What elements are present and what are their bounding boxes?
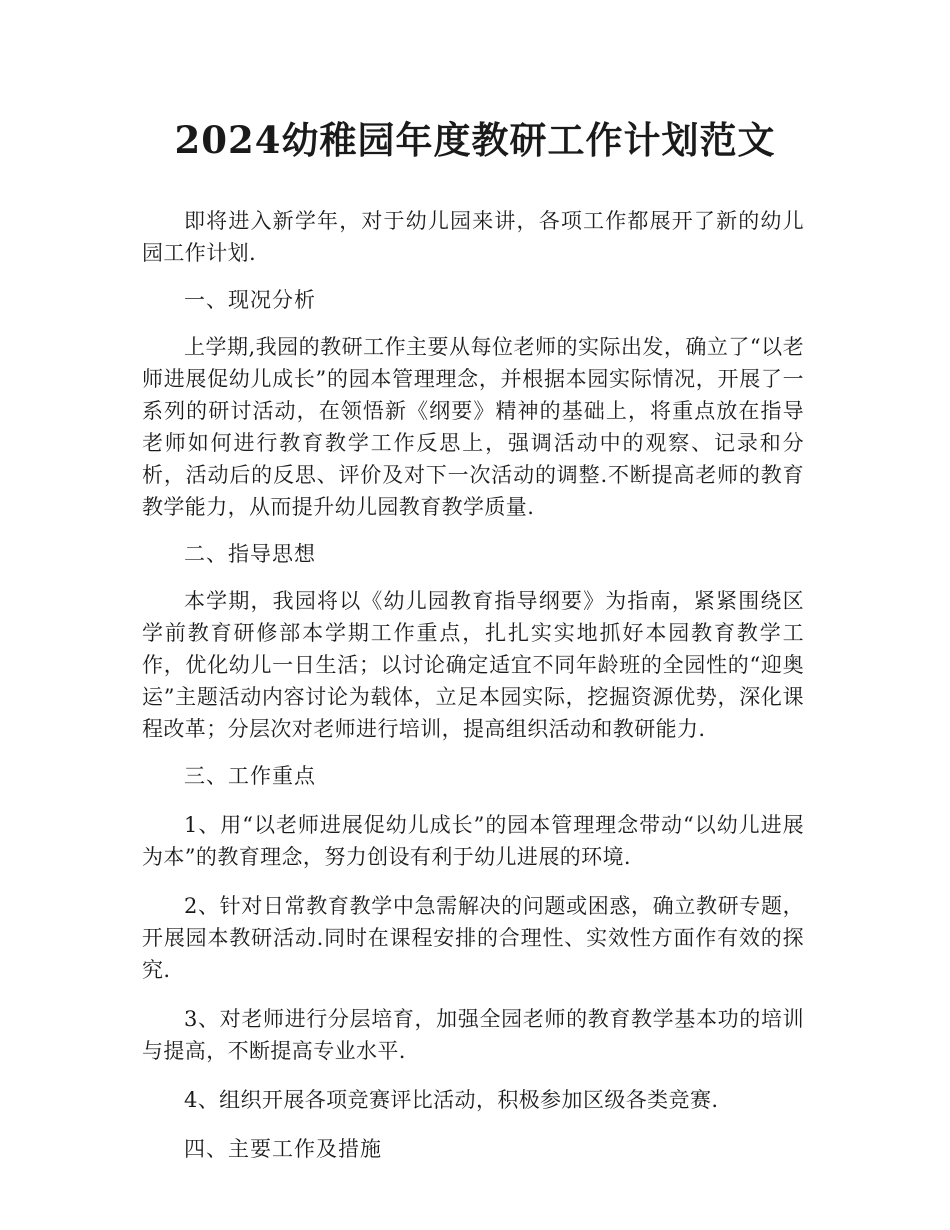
guiding-ideology-paragraph: 本学期，我园将以《幼儿园教育指导纲要》为指南，紧紧围绕区学前教育研修部本学期工作重点，扎扎实实地抓好本园教育教学工作，优化幼儿一日生活；以讨论确定适宜不同年龄班的全园性的“迎奥运”主题活动内容讨论为载体，立足本园实际，挖掘资源优势，深化课程改革；分层次对老师进行培训，提高组织活动和教研能力. bbox=[142, 589, 804, 741]
section-heading-work-focus: 三、工作重点 bbox=[184, 764, 316, 788]
document-title: 2024幼稚园年度教研工作计划范文 bbox=[174, 118, 776, 162]
work-focus-item-1: 1、用“以老师进展促幼儿成长”的园本管理理念带动“以幼儿进展为本”的教育理念，努力创设有利于幼儿进展的环境. bbox=[142, 813, 804, 869]
section-heading-main-work-measures: 四、主要工作及措施 bbox=[184, 1137, 382, 1161]
section-heading-situation-analysis: 一、现况分析 bbox=[184, 288, 316, 312]
situation-analysis-paragraph: 上学期,我园的教研工作主要从每位老师的实际出发，确立了“以老师进展促幼儿成长”的园本管理理念，并根据本园实际情况，开展了一系列的研讨活动，在领悟新《纲要》精神的基础上，将重点放在指导老师如何进行教育教学工作反思上，强调活动中的观察、记录和分析，活动后的反思、评价及对下一次活动的调整.不断提高老师的教育教学能力，从而提升幼儿园教育教学质量. bbox=[142, 335, 804, 519]
work-focus-item-3: 3、对老师进行分层培育，加强全园老师的教育教学基本功的培训与提高，不断提高专业水平. bbox=[142, 1007, 804, 1063]
work-focus-item-2: 2、针对日常教育教学中急需解决的问题或困惑，确立教研专题，开展园本教研活动.同时在课程安排的合理性、实效性方面作有效的探究. bbox=[142, 894, 804, 982]
work-focus-item-4: 4、组织开展各项竞赛评比活动，积极参加区级各类竞赛. bbox=[184, 1088, 719, 1112]
intro-paragraph: 即将进入新学年，对于幼儿园来讲，各项工作都展开了新的幼儿园工作计划. bbox=[142, 209, 804, 265]
section-heading-guiding-ideology: 二、指导思想 bbox=[184, 542, 316, 566]
document-body bbox=[142, 205, 804, 1165]
